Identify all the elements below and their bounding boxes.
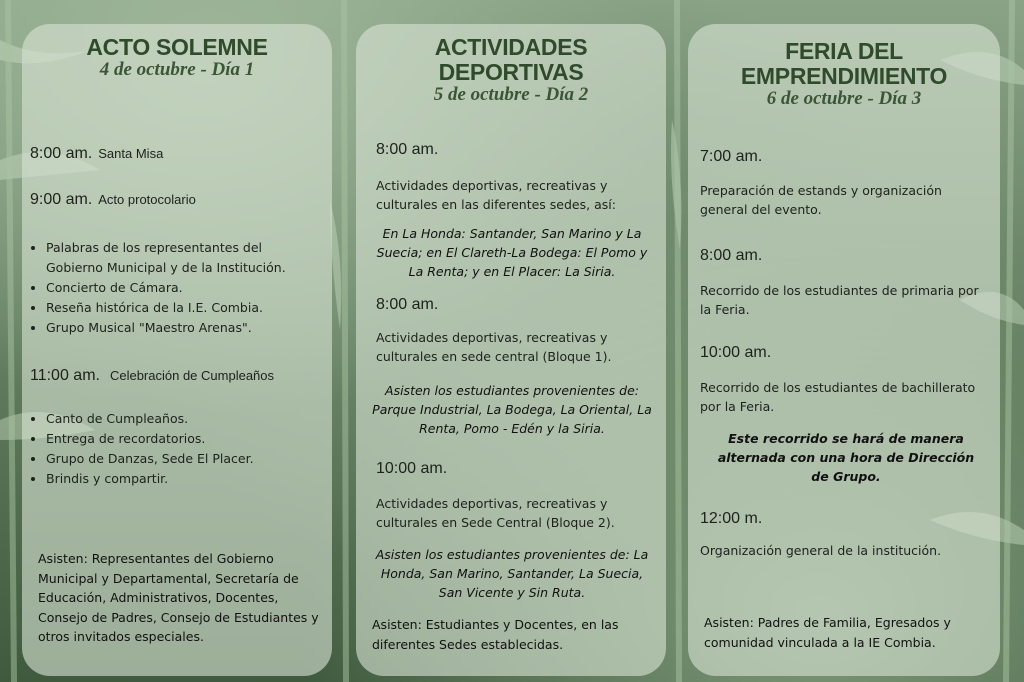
day2-date: 5 de octubre - Día 2 — [433, 84, 589, 105]
day1-time-2 — [30, 191, 196, 209]
list-item: • Brindis y compartir. — [46, 469, 326, 489]
day2-time-2: 8:00 am. — [376, 296, 439, 313]
day3-title-line2: EMPRENDIMIENTO — [740, 63, 948, 89]
day1-list-2 — [30, 409, 326, 489]
day3-time-3: 10:00 am. — [700, 344, 772, 361]
time-label: Santa Misa — [98, 146, 164, 161]
list-item: • Concierto de Cámara. — [46, 278, 314, 298]
day2-title — [356, 35, 666, 85]
day3-time-2: 8:00 am. — [700, 247, 763, 264]
day3-attendees: Asisten: Padres de Familia, Egresados y comunidad vinculada a la IE Combia. — [704, 615, 951, 650]
day2-text-1: Actividades deportivas, recreativas y culturales en las diferentes sedes, así: — [376, 178, 616, 212]
day3-time-1: 7:00 am. — [700, 148, 763, 165]
day3-panel — [688, 24, 1000, 676]
day2-italic-3: Asisten los estudiantes provenientes de: La Honda, San Marino, Santander, La Suecia, San Vicente y Sin Ruta. — [375, 547, 649, 600]
day3-title-line1: FERIA DEL — [785, 38, 903, 64]
list-item: • Palabras de los representantes del Gobierno Municipal y de la Institución. — [46, 238, 314, 278]
day3-text-3: Recorrido de los estudiantes de bachillerato por la Feria. — [700, 380, 976, 414]
day2-time-1: 8:00 am. — [376, 141, 439, 158]
day2-attendees: Asisten: Estudiantes y Docentes, en las diferentes Sedes establecidas. — [372, 617, 619, 652]
day2-italic-2: Asisten los estudiantes provenientes de: Parque Industrial, La Bodega, La Oriental, La Renta, Pomo - Edén y la Siria. — [372, 383, 652, 436]
day1-list-1 — [30, 238, 314, 338]
day3-time-4: 12:00 m. — [700, 510, 763, 527]
list-item: • Grupo de Danzas, Sede El Placer. — [46, 449, 326, 469]
day3-italic-3: Este recorrido se hará de manera alternada con una hora de Dirección de Grupo. — [717, 431, 975, 484]
time-value: 11:00 am. — [30, 367, 100, 384]
day3-text-2: Recorrido de los estudiantes de primaria por la Feria. — [700, 283, 979, 317]
day3-text-1: Preparación de estands y organización general del evento. — [700, 183, 942, 217]
time-label: Acto protocolario — [98, 192, 196, 207]
day2-title-line1: ACTIVIDADES — [434, 34, 588, 60]
day2-text-3: Actividades deportivas, recreativas y culturales en Sede Central (Bloque 2). — [376, 496, 615, 530]
time-value: 8:00 am. — [30, 145, 93, 162]
day1-time-3 — [30, 367, 274, 385]
list-item: • Entrega de recordatorios. — [46, 429, 326, 449]
day1-attendees: Asisten: Representantes del Gobierno Municipal y Departamental, Secretaría de Educación, Administrativos, Docentes, Consejo de Padres, Consejo de Estudiantes y otros invitados especiales. — [38, 551, 319, 644]
day2-italic-1: En La Honda: Santander, San Marino y La Suecia; en El Clareth-La Bodega: El Pomo y La Renta; y en El Placer: La Siria. — [376, 226, 648, 279]
time-value: 9:00 am. — [30, 191, 93, 208]
list-item: • Grupo Musical "Maestro Arenas". — [46, 318, 314, 338]
day1-date: 4 de octubre - Día 1 — [99, 59, 255, 80]
list-item: • Canto de Cumpleaños. — [46, 409, 326, 429]
day2-text-2: Actividades deportivas, recreativas y culturales en sede central (Bloque 1). — [376, 330, 612, 364]
day2-title-line2: DEPORTIVAS — [438, 59, 584, 85]
day3-title — [688, 39, 1000, 89]
day2-panel — [356, 24, 666, 676]
day1-time-1 — [30, 145, 163, 163]
day3-date: 6 de octubre - Día 3 — [766, 88, 922, 109]
day3-text-4: Organización general de la institución. — [700, 543, 942, 558]
time-label: Celebración de Cumpleaños — [109, 368, 275, 383]
list-item: • Reseña histórica de la I.E. Combia. — [46, 298, 314, 318]
day2-time-3: 10:00 am. — [376, 460, 448, 477]
day1-panel — [22, 24, 332, 676]
day1-title: ACTO SOLEMNE — [86, 34, 268, 60]
